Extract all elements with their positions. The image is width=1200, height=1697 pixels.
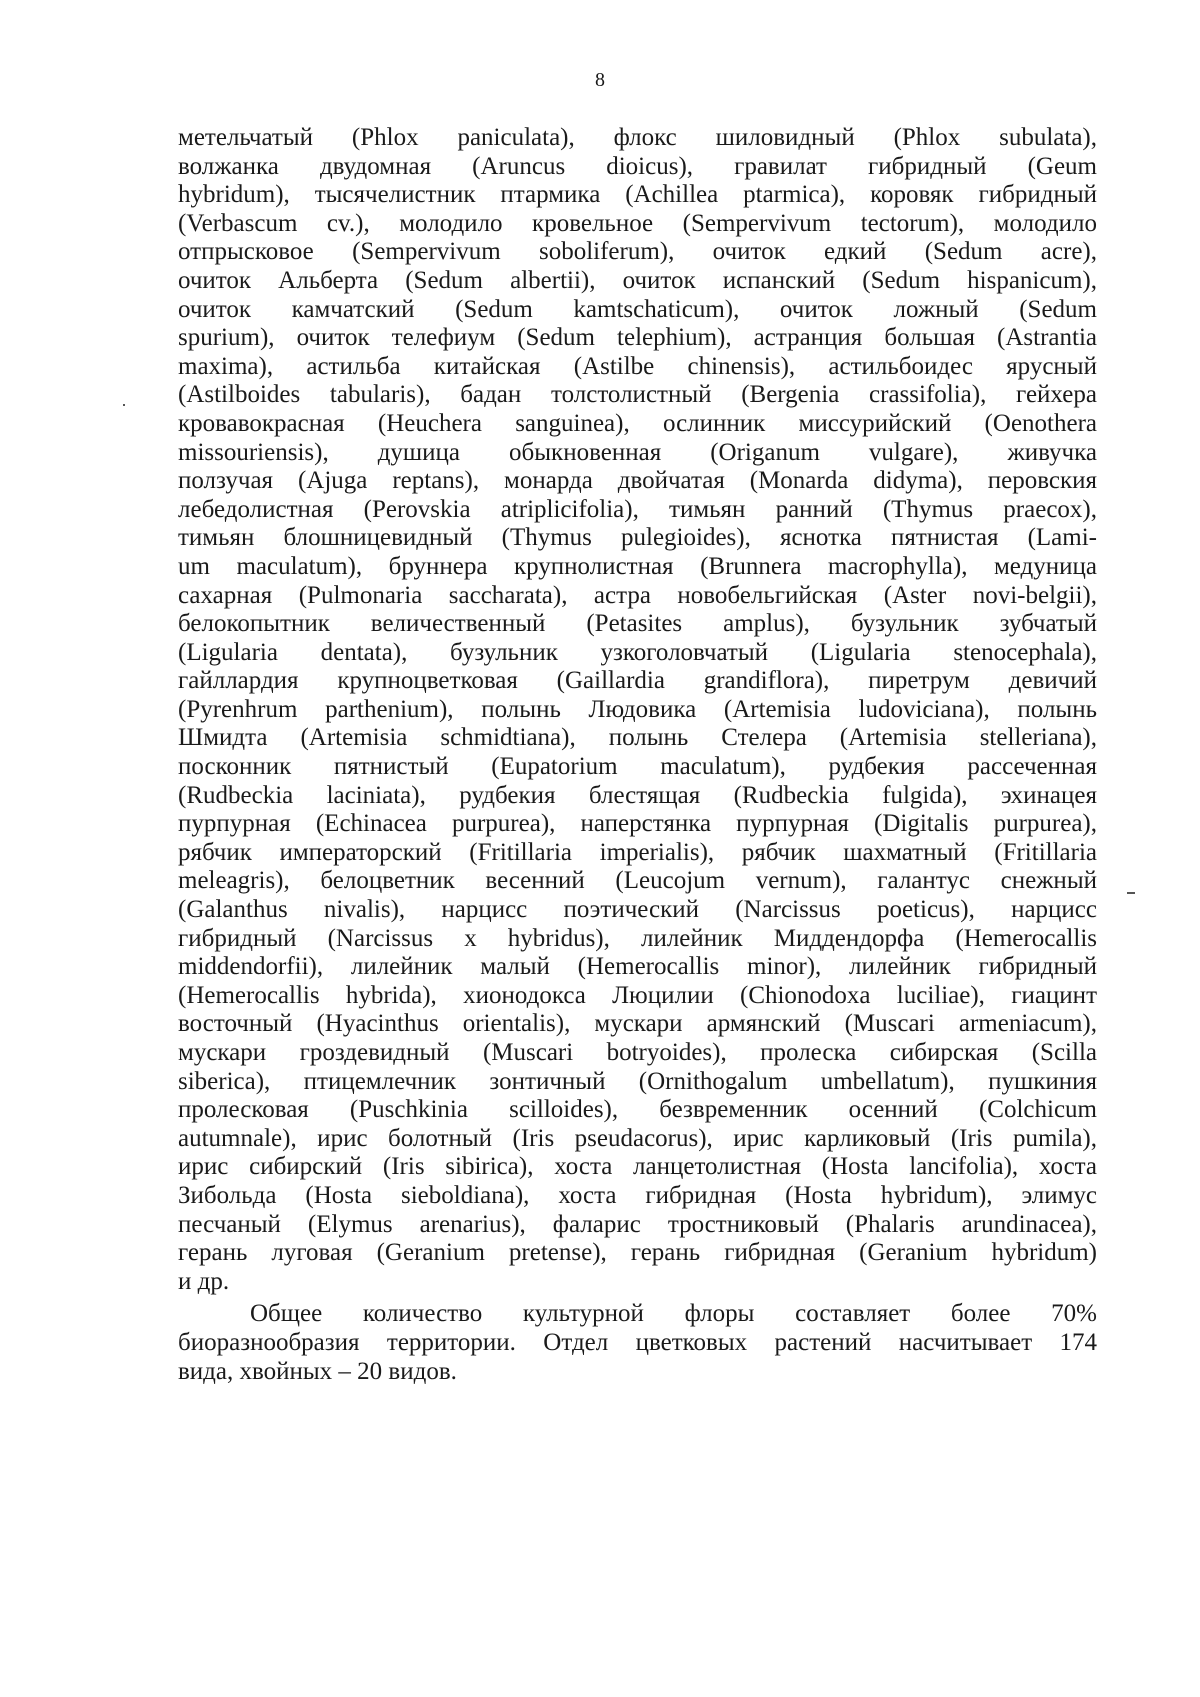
text-line: и др.	[178, 1267, 230, 1295]
text-line: Шмидта (Artemisia schmidtiana), полынь Стелера (Artemisia stelleriana),	[178, 724, 1097, 752]
text-line: пурпурная (Echinacea purpurea), наперстянка пурпурная (Digitalis purpurea),	[178, 810, 1097, 838]
text-line: пролесковая (Puschkinia scilloides), безвременник осенний (Colchicum	[178, 1096, 1097, 1124]
text-line: ирис сибирский (Iris sibirica), хоста ланцетолистная (Hosta lancifolia), хоста	[178, 1153, 1097, 1181]
text-line: meleagris), белоцветник весенний (Leucojum vernum), галантус снежный	[178, 867, 1097, 895]
text-line: (Verbascum cv.), молодило кровельное (Sempervivum tectorum), молодило	[178, 209, 1097, 237]
text-line: метельчатый (Phlox paniculata), флокс шиловидный (Phlox subulata),	[178, 124, 1097, 151]
text-line: волжанка двудомная (Aruncus dioicus), гравилат гибридный (Geum	[178, 152, 1097, 180]
text-line: (Ligularia dentata), бузульник узкоголовчатый (Ligularia stenocephala),	[178, 638, 1097, 666]
text-line: (Hemerocallis hybrida), хионодокса Люцилии (Chionodoxa luciliae), гиацинт	[178, 981, 1097, 1009]
text-line: um maculatum), бруннера крупнолистная (Brunnera macrophylla), медуница	[178, 552, 1097, 580]
text-line: (Galanthus nivalis), нарцисс поэтический (Narcissus poeticus), нарцисс	[178, 896, 1097, 924]
text-line: песчаный (Elymus arenarius), фаларис тростниковый (Phalaris arundinacea),	[178, 1210, 1097, 1238]
text-line: герань луговая (Geranium pretense), герань гибридная (Geranium hybridum)	[178, 1239, 1097, 1267]
text-line: spurium), очиток телефиум (Sedum telephium), астранция большая (Astrantia	[178, 324, 1097, 352]
paragraph-plant-list	[178, 124, 1097, 1296]
scan-artifact-mark	[1127, 892, 1135, 894]
text-line: гайллардия крупноцветковая (Gaillardia grandiflora), пиретрум девичий	[178, 667, 1097, 695]
text-line: гибридный (Narcissus x hybridus), лилейник Миддендорфа (Hemerocallis	[178, 924, 1097, 952]
text-line: Зибольда (Hosta sieboldiana), хоста гибридная (Hosta hybridum), элимус	[178, 1181, 1097, 1209]
text-line: autumnale), ирис болотный (Iris pseudacorus), ирис карликовый (Iris pumila),	[178, 1124, 1097, 1152]
text-line: отпрысковое (Sempervivum soboliferum), очиток едкий (Sedum acre),	[178, 238, 1097, 266]
text-line: очиток Альберта (Sedum albertii), очиток испанский (Sedum hispanicum),	[178, 266, 1097, 294]
text-line: рябчик императорский (Fritillaria imperialis), рябчик шахматный (Fritillaria	[178, 838, 1097, 866]
text-line: (Astilboides tabularis), бадан толстолистный (Bergenia crassifolia), гейхера	[178, 381, 1097, 409]
text-line: очиток камчатский (Sedum kamtschaticum), очиток ложный (Sedum	[178, 295, 1097, 323]
text-line: ползучая (Ajuga reptans), монарда двойчатая (Monarda didyma), перовския	[178, 467, 1097, 495]
text-line: missouriensis), душица обыкновенная (Origanum vulgare), живучка	[178, 438, 1097, 466]
text-line: (Rudbeckia laciniata), рудбекия блестящая (Rudbeckia fulgida), эхинацея	[178, 781, 1097, 809]
text-line: вида, хвойных – 20 видов.	[178, 1357, 457, 1385]
text-line: hybridum), тысячелистник птармика (Achillea ptarmica), коровяк гибридный	[178, 181, 1097, 209]
text-line: сахарная (Pulmonaria saccharata), астра новобельгийская (Aster novi-belgii),	[178, 581, 1097, 609]
text-line: Общее количество культурной флоры составляет более 70%	[250, 1300, 1097, 1328]
paragraph-summary	[178, 1300, 1097, 1386]
text-line: siberica), птицемлечник зонтичный (Ornithogalum umbellatum), пушкиния	[178, 1067, 1097, 1095]
text-line: кровавокрасная (Heuchera sanguinea), ослинник миссурийский (Oenothera	[178, 409, 1097, 437]
text-line: middendorfii), лилейник малый (Hemerocallis minor), лилейник гибридный	[178, 953, 1097, 981]
text-line: восточный (Hyacinthus orientalis), мускари армянский (Muscari armeniacum),	[178, 1010, 1097, 1038]
text-line: (Pyrenhrum parthenium), полынь Людовика (Artemisia ludoviciana), полынь	[178, 695, 1097, 723]
text-line: тимьян блошницевидный (Thymus pulegioides), яснотка пятнистая (Lami-	[178, 524, 1097, 552]
text-line: мускари гроздевидный (Muscari botryoides), пролеска сибирская (Scilla	[178, 1039, 1097, 1066]
body-text	[178, 124, 1097, 1386]
scan-artifact-dot	[123, 404, 125, 406]
text-line: посконник пятнистый (Eupatorium maculatum), рудбекия рассеченная	[178, 753, 1097, 781]
text-line: maxima), астильба китайская (Astilbe chinensis), астильбоидес ярусный	[178, 352, 1097, 380]
text-line: лебедолистная (Perovskia atriplicifolia), тимьян ранний (Thymus praecox),	[178, 495, 1097, 523]
text-line: биоразнообразия территории. Отдел цветковых растений насчитывает 174	[178, 1328, 1097, 1356]
text-line: белокопытник величественный (Petasites amplus), бузульник зубчатый	[178, 610, 1097, 638]
page-number: 8	[595, 69, 605, 91]
